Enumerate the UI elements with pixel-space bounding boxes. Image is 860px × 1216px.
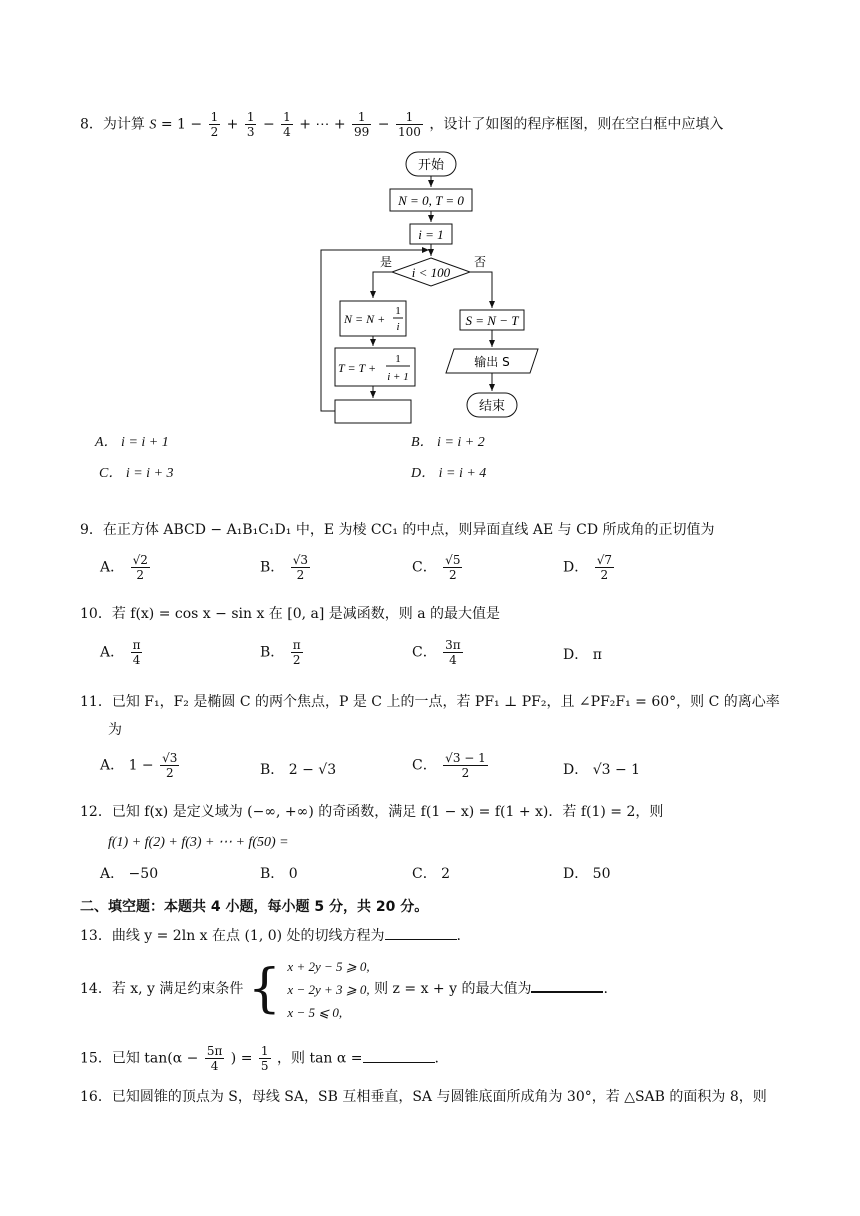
q8-option-b[interactable]: B． i = i + 2 <box>411 435 485 450</box>
q12-option-c[interactable]: C． 2 <box>412 866 451 882</box>
flow-i-label: i = 1 <box>418 227 444 242</box>
q9-option-a[interactable]: A． $\frac{√2}{2}$ <box>100 553 148 582</box>
q11-option-c[interactable]: C． $\frac{√3 - 1}{2}$ <box>412 751 486 780</box>
q9-option-d[interactable]: D． $\frac{√7}{2}$ <box>563 553 612 582</box>
q12-stem-line1: 12．已知 f(x) 是定义域为 (−∞, +∞) 的奇函数，满足 f(1 − x) = f(1 + x)．若 f(1) = 2，则 <box>80 804 664 820</box>
q11-option-a[interactable]: A． 1 − $\frac{√3}{2}$ <box>100 751 178 780</box>
q12-stem-line2: f(1) + f(2) + f(3) + ⋯ + f(50) = <box>108 835 289 850</box>
q11-stem-line2: 为 <box>108 722 122 738</box>
q10-option-d[interactable]: D． π <box>563 647 602 663</box>
section-heading-fill-in: 二、填空题：本题共 4 小题，每小题 5 分，共 20 分。 <box>80 899 429 915</box>
flow-cond-label: i < 100 <box>411 265 451 280</box>
q11-option-d[interactable]: D． √3 − 1 <box>563 762 641 778</box>
flow-n-frac-num: 1 <box>395 305 401 317</box>
q9-stem: 9．在正方体 ABCD − A₁B₁C₁D₁ 中，E 为棱 CC₁ 的中点，则异面直线 AE 与 CD 所成角的正切值为 <box>80 522 715 538</box>
q12-option-a[interactable]: A． −50 <box>100 866 159 882</box>
q8-formula-a: = 1 − <box>160 116 203 133</box>
q14-stem: 14．若 x, y 满足约束条件 { x + 2y − 5 ⩾ 0, x − 2y + 3 ⩾ 0, x − 5 ⩽ 0, 则 z = x + y 的最大值为 . <box>80 954 608 1024</box>
q15-stem: 15．已知 tan(α − $\frac{5\pi}{4}$ ) = $\frac{1}{5}$ ，则 tan α = . <box>80 1044 439 1073</box>
q8-frac-99: $\frac{1}{99}$ <box>354 110 370 139</box>
flow-n-label: N = N + <box>344 312 386 326</box>
q12-option-b[interactable]: B． 0 <box>260 866 298 882</box>
q8-option-c[interactable]: C． i = i + 3 <box>99 466 174 481</box>
q8-formula-s: S <box>149 117 157 133</box>
flow-blank-box <box>335 400 411 423</box>
q14-constraints: x + 2y − 5 ⩾ 0, x − 2y + 3 ⩾ 0, x − 5 ⩽ 0, <box>287 958 370 1020</box>
q8-frac-3: $\frac{1}{4}$ <box>283 110 291 139</box>
q11-option-b[interactable]: B． 2 − √3 <box>260 762 337 778</box>
q8-frac-2: $\frac{1}{3}$ <box>246 110 255 139</box>
q10-stem: 10．若 f(x) = cos x − sin x 在 [0, a] 是减函数，则 a 的最大值是 <box>80 606 501 622</box>
flow-init-label: N = 0, T = 0 <box>398 193 464 208</box>
q8-post: ，设计了如图的程序框图，则在空白框中应填入 <box>429 116 724 133</box>
q9-option-b[interactable]: B． $\frac{√3}{2}$ <box>260 553 309 582</box>
q14-answer-blank[interactable] <box>531 977 603 993</box>
q8-number: 8． <box>80 116 103 133</box>
q15-answer-blank[interactable] <box>363 1048 435 1063</box>
q13-stem: 13．曲线 y = 2ln x 在点 (1, 0) 处的切线方程为 . <box>80 925 461 946</box>
flow-no-label: 否 <box>474 255 487 269</box>
q13-answer-blank[interactable] <box>385 925 457 940</box>
flow-output-label: 输出 S <box>474 355 510 369</box>
q8-frac-1: $\frac{1}{2}$ <box>210 110 219 139</box>
flow-result-label: S = N − T <box>465 313 519 328</box>
q8-pre: 为计算 <box>102 116 145 133</box>
q8-option-a[interactable]: A． i = i + 1 <box>95 435 169 450</box>
q11-stem-line1: 11．已知 F₁，F₂ 是椭圆 C 的两个焦点，P 是 C 上的一点，若 PF₁ ⊥ PF₂，且 ∠PF₂F₁ = 60°，则 C 的离心率 <box>80 694 780 710</box>
q9-option-c[interactable]: C． $\frac{√5}{2}$ <box>412 553 461 582</box>
flow-end-label: 结束 <box>478 399 506 414</box>
flow-t-frac-num: 1 <box>395 353 401 365</box>
q8-option-d[interactable]: D． i = i + 4 <box>411 466 487 481</box>
q10-option-b[interactable]: B． $\frac{\pi}{2}$ <box>260 638 301 667</box>
flow-yes-label: 是 <box>380 255 393 269</box>
flow-start-label: 开始 <box>417 158 445 173</box>
flow-t-frac-den: i + 1 <box>387 371 409 383</box>
q10-option-a[interactable]: A． $\frac{\pi}{4}$ <box>100 638 141 667</box>
flow-n-frac-den: i <box>396 321 400 333</box>
q8-op-3: + ⋯ + <box>299 116 346 133</box>
q12-option-d[interactable]: D． 50 <box>563 866 611 882</box>
q10-option-c[interactable]: C． $\frac{3\pi}{4}$ <box>412 638 461 667</box>
q8-op-1: + <box>226 116 239 133</box>
q8-flowchart <box>0 0 860 440</box>
q8-op-2: − <box>262 116 275 133</box>
q8-stem: 8．为计算 S = 1 − $\frac{1}{2}$ + $\frac{1}{3}$ − $\frac{1}{4}$ + ⋯ + $\frac{1}{99}$ − $\frac{1}{100}$ ，设计了如图的程序框图，则在空白框中应填入 <box>80 110 724 139</box>
q8-frac-100: $\frac{1}{100}$ <box>397 110 421 139</box>
q14-brace: { <box>247 959 281 1019</box>
flow-t-label: T = T + <box>338 361 377 375</box>
q16-stem: 16．已知圆锥的顶点为 S，母线 SA，SB 互相垂直，SA 与圆锥底面所成角为 30°，若 △SAB 的面积为 8，则 <box>80 1089 767 1105</box>
